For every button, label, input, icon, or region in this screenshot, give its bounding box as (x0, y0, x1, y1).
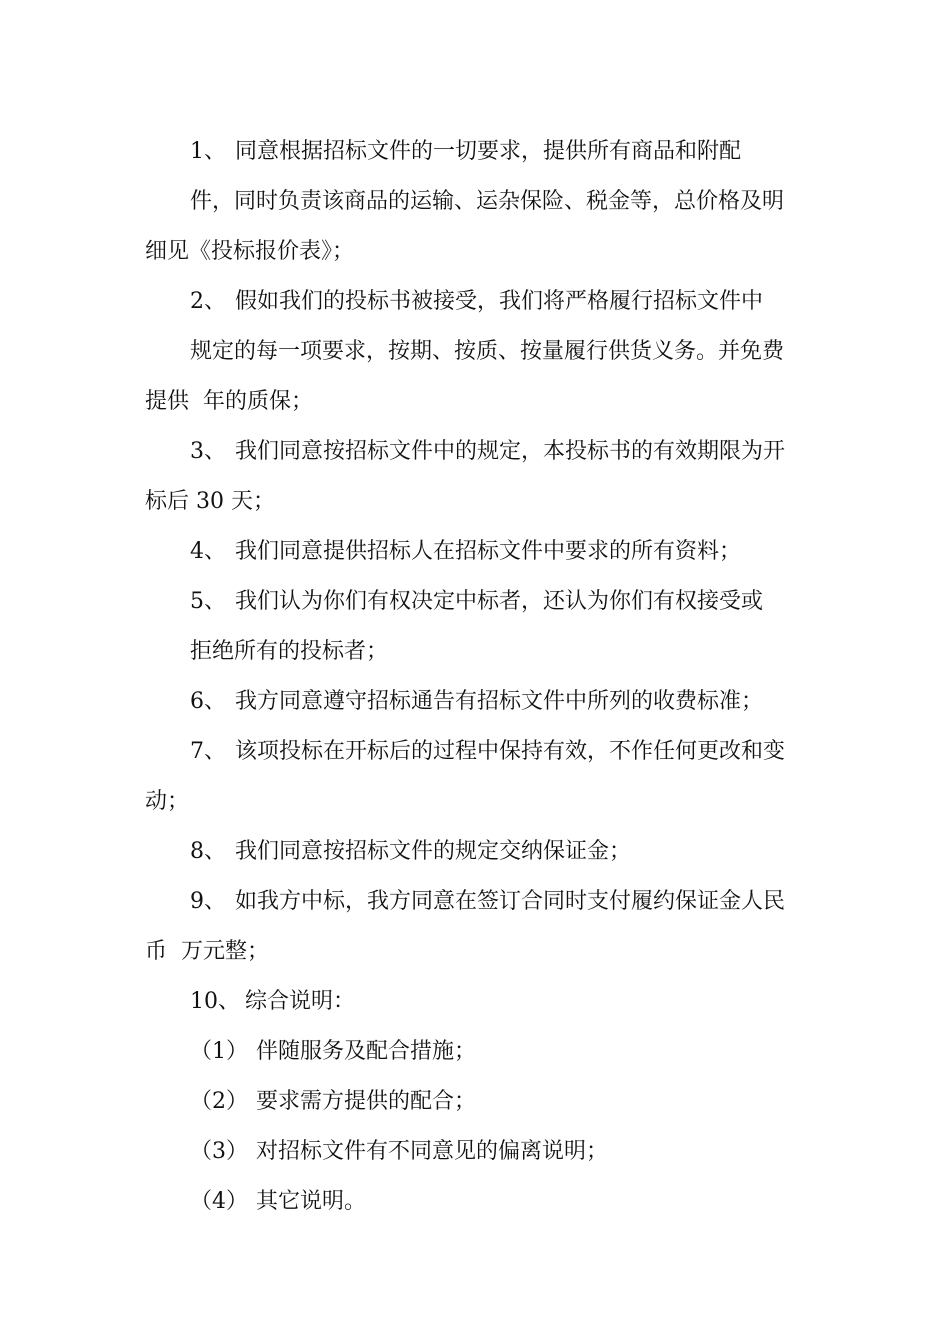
clause-text: 提供 年的质保； (145, 389, 313, 414)
clause-text: 我们同意按招标文件中的规定，本投标书的有效期限为开 (235, 439, 786, 464)
clause-number: 7、 (190, 739, 226, 764)
sub-item-number: （3） (190, 1139, 248, 1164)
clause-number: 4、 (190, 539, 226, 564)
clause-1-line-1 (190, 137, 741, 167)
clause-text: 我们认为你们有权决定中标者，还认为你们有权接受或 (235, 589, 764, 614)
sub-item-number: （1） (190, 1039, 248, 1064)
clause-7-line-1 (190, 737, 785, 767)
sub-item-4 (190, 1187, 366, 1217)
clause-number: 1、 (190, 139, 226, 164)
sub-item-text: 对招标文件有不同意见的偏离说明； (256, 1139, 609, 1164)
sub-item-2 (190, 1087, 476, 1117)
clause-2-line-2 (190, 337, 784, 367)
clause-text: 动； (145, 789, 190, 814)
clause-text: 我方同意遵守招标通告有招标文件中所列的收费标准； (235, 689, 764, 714)
clause-text: 币 万元整； (145, 939, 269, 964)
clause-text: 综合说明： (245, 989, 356, 1014)
clause-text: 我们同意提供招标人在招标文件中要求的所有资料； (235, 539, 742, 564)
clause-7-line-2 (145, 787, 189, 817)
clause-3-line-1 (190, 437, 785, 467)
clause-text: 该项投标在开标后的过程中保持有效，不作任何更改和变 (235, 739, 786, 764)
clause-9-line-2 (145, 937, 269, 967)
clause-text: 件，同时负责该商品的运输、运杂保险、税金等，总价格及明 (190, 189, 785, 214)
clause-2-line-1 (190, 287, 763, 317)
clause-number: 8、 (190, 839, 226, 864)
clause-text: 如我方中标，我方同意在签订合同时支付履约保证金人民 (235, 889, 786, 914)
clause-text: 假如我们的投标书被接受，我们将严格履行招标文件中 (235, 289, 764, 314)
clause-number: 2、 (190, 289, 226, 314)
clause-text: 拒绝所有的投标者； (190, 639, 389, 664)
clause-number: 3、 (190, 439, 226, 464)
clause-number: 9、 (190, 889, 226, 914)
sub-item-text: 要求需方提供的配合； (256, 1089, 477, 1114)
clause-1-line-2 (190, 187, 784, 217)
clause-text: 同意根据招标文件的一切要求，提供所有商品和附配 (235, 139, 742, 164)
clause-3-line-2 (145, 487, 275, 517)
clause-4-line-1 (190, 537, 741, 567)
clause-1-line-3 (145, 237, 354, 267)
clause-8-line-1 (190, 837, 631, 867)
sub-item-text: 伴随服务及配合措施； (256, 1039, 477, 1064)
clause-6-line-1 (190, 687, 763, 717)
sub-item-text: 其它说明。 (256, 1189, 367, 1214)
clause-number: 5、 (190, 589, 226, 614)
clause-5-line-2 (190, 637, 388, 667)
sub-item-1 (190, 1037, 476, 1067)
clause-number: 6、 (190, 689, 226, 714)
clause-number: 10、 (190, 989, 240, 1014)
clause-10-line-1 (190, 987, 355, 1017)
sub-item-number: （2） (190, 1089, 248, 1114)
clause-text: 我们同意按招标文件的规定交纳保证金； (235, 839, 632, 864)
sub-item-3 (190, 1137, 608, 1167)
clause-5-line-1 (190, 587, 763, 617)
sub-item-number: （4） (190, 1189, 248, 1214)
clause-2-line-3 (145, 387, 313, 417)
clause-text: 细见《投标报价表》； (145, 239, 355, 264)
clause-text: 规定的每一项要求，按期、按质、按量履行供货义务。并免费 (190, 339, 785, 364)
clause-text: 标后 30 天； (145, 489, 275, 514)
clause-9-line-1 (190, 887, 785, 917)
